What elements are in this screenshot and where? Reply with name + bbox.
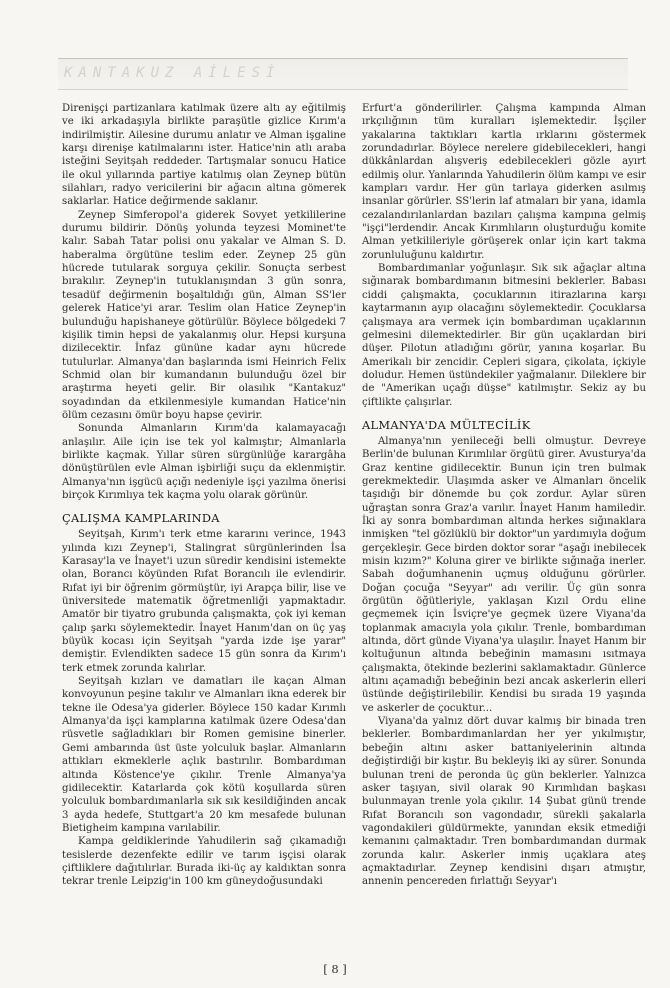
paragraph: Direnişçi partizanlara katılmak üzere altı ay eğitilmiş ve iki arkadaşıyla birlikte paraşütle gizlice Kırım'a indirilmiştir. Ailesine durumu anlatır ve Alman işgaline karşı direnişe katılmalarını ister. Hatice'nin atlı araba isteğini Seyitşah reddeder. Tartışmalar sonucu Hatice ile okul yıllarında partiye katılmış olan Zeynep bütün silahları, radyo vericilerini bir ağacın altına gömerek saklarlar. Hatice değirmende saklanır. (62, 103, 346, 208)
section-heading: ÇALIŞMA KAMPLARINDA (62, 511, 220, 526)
running-head (58, 58, 628, 90)
paragraph: Kampa geldiklerinde Yahudilerin sağ çıkamadığı tesislerde dezenfekte edilir ve tarım işçisi olarak çiftliklere dağıtılırlar. Burada iki-üç ay kaldıktan sonra tekrar trenle Leipzig'in 100 km güneydoğusundaki (62, 836, 346, 888)
running-head-text: KANTAKUZ AİLESİ (64, 65, 281, 81)
paragraph: Seyitşah kızları ve damatları ile kaçan Alman konvoyunun peşine takılır ve Almanları ikna ederek bir tekne ile Odesa'ya giderler. Böylece 150 kadar Kırımlı Almanya'da işçi kamplarına katılmak üzere Odesa'dan rüsvetle sağladıkları bir Romen gemisine binerler. Gemi ambarında üst üste yolculuk başlar. Almanların attıkları ekmeklerle açlık bastırılır. Bombardıman altında Köstence'ye çıkılır. Trenle Almanya'ya gidilecektir. Katarlarda çok kötü koşullarda süren yolculuk bombardımanlarla sık sık kesildiğinden ancak 3 ayda hedefe, Stuttgart'a 20 km mesafede bulunan Bietigheim kampına varılabilir. (62, 676, 346, 834)
paragraph: Sonunda Almanların Kırım'da kalamayacağı anlaşılır. Aile için ise tek yol kalmıştır; Almanlarla birlikte kaçmak. Yıllar süren sürgünlüğe karargâha dönüştürülen evle Alman işbirliği suçu da eklenmiştir. Almanya'nın işgücü açığı nedeniyle işçi yazılma önerisi birçok Kırımlıya tek kaçma yolu olarak görünür. (62, 423, 346, 501)
right-column (362, 102, 646, 889)
left-column (62, 102, 346, 889)
paragraph: Zeynep Simferopol'a giderek Sovyet yetkililerine durumu bildirir. Dönüş yolunda teyzesi Mominet'te kalır. Sabah Tatar polisi onu yakalar ve Alman S. D. haberalma örgütüne teslim eder. Zeynep 25 gün hücrede tutularak sorguya çekilir. Sonuçta serbest bırakılır. Zeynep'in tutuklanışından 3 gün sonra, tesadüf değirmenin boşaltıldığı gün, Alman SS'ler gelerek Hatice'yi arar. Teslim olan Hatice Zeynep'in bulunduğu hapishaneye götürülür. Böylece bölgedeki 7 kişilik timin hepsi de yakalanmış olur. Hepsi kurşuna dizilecektir. İnfaz gününe kadar aynı hücrede tutulurlar. Almanya'dan başlarında ismi Heinrich Felix Schmid olan bir kumandanın bulunduğu özel bir araştırma heyeti gelir. Bir olasılık "Kantakuz" soyadından da etkilenmesiyle kumandan Hatice'nin ölüm cezasını ömür boyu hapse çevirir. (62, 209, 346, 421)
page-number: [ 8 ] (323, 962, 347, 976)
paragraph: Seyitşah, Kırım'ı terk etme kararını verince, 1943 yılında kızı Zeynep'i, Stalingrat sürgünlerinden İsa Karasay'la ve İnayet'i uzun süredir kendisini istemekte olan, Borancı köyünden Rıfat Borancılı ile evlendirir. Rıfat iyi bir öğrenim görmüştür, iyi Arapça bilir, lise ve üniversitede matematik öğretmenliği yapmaktadır. Amatör bir tiyatro grubunda çalışmakta, çok iyi keman çalıp şarkı söylemektedir. İnayet Hanım'dan on üç yaş büyük kocası için Seyitşah "yarda izde işe yarar" demiştir. Evlendikten sadece 15 gün sonra da Kırım'ı terk etmek zorunda kalırlar. (62, 529, 346, 674)
paragraph: Erfurt'a gönderilirler. Çalışma kampında Alman ırkçılığının tüm kuralları işlemektedir. İşçiler yakalarına taktıkları kartla ırklarını göstermek zorundadırlar. Böylece nerelere gidebilecekleri, hangi dükkânlardan alışveriş edebilecekleri gözle ayırt edilmiş olur. Yanlarında Yahudilerin ölüm kampı ve esir kampları vardır. Her gün tarlaya giderken asılmış insanlar görürler. SS'lerin laf atmaları bir yana, idamla cezalandırılanlardan bazıları çalışma kampına gelmiş "işçi"lerdendir. Ancak Kırımlıların oluşturduğu komite Alman yetkilileriyle görüşerek onlar için kart takma zorunluluğunu kaldırtır. (362, 103, 646, 261)
paragraph: Bombardımanlar yoğunlaşır. Sık sık ağaçlar altına sığınarak bombardımanın bitmesini beklerler. Babası ciddi çalışmakta, çocuklarının itirazlarına karşı kaytarmanın ayıp olacağını söylemektedir. Çocuklarsa çalışmaya ara vermek için bombardıman uçaklarının gelmesini dilemektedirler. Bir gün uçaklardan biri düşer. Pilotun atladığını görür, yanına koşarlar. Bu Amerikalı bir zencidir. Cepleri sigara, çikolata, içkiyle doludur. Hemen üstündekiler yağmalanır. Dileklere bir de "Amerikan uçağı düşse" katılmıştır. Sekiz ay bu çiftlikte çalışırlar. (362, 263, 646, 408)
paragraph: Viyana'da yalnız dört duvar kalmış bir binada tren beklerler. Bombardımanlardan her yer yıkılmıştır, bebeğin altını asker battaniyelerinin altında değiştirdiği bir kıştır. Bu bekleyiş iki ay sürer. Sonunda bulunan treni de peronda üç gün beklerler. Yalnızca asker taşıyan, sivil olarak 90 Kırımlıdan başkası bulunmayan trenle yola çıkılır. 14 Şubat günü trende Rıfat Borancılı son vagondadır, sürekli şakalarla vagondakileri güldürmekte, yanından eksik etmediği kemanını çalmaktadır. Tren bombardımandan durmak zorunda kalır. Askerler inmiş uçaklara ateş açmaktadırlar. Zeynep kendisini dışarı atmıştır, annenin pencereden fırlattığı Seyyar'ı (362, 716, 646, 888)
section-heading: ALMANYA'DA MÜLTECİLİK (362, 417, 531, 432)
paragraph: Almanya'nın yenileceği belli olmuştur. Devreye Berlin'de bulunan Kırımlılar örgütü girer. Avusturya'da Graz kentine gidilecektir. Bunun için tren bulmak gerekmektedir. Ulaşımda asker ve Almanları öncelik taşıdığı bir dönemde bu çok zordur. Aylar süren uğraştan sonra Graz'a varılır. İnayet Hanım hamiledir. İki ay sonra bombardıman altında herkes sığınaklara inmişken "tel gözlüklü bir doktor"un yardımıyla doğum gerçekleşir. Gece birden doktor sorar "aşağı inebilecek misin kızım?" Koluna girer ve birlikte sığınağa inerler. Sabah doğumhanenin uçmuş olduğunu görürler. Doğan çocuğa "Seyyar" adı verilir. Üç gün sonra örgütün öğütleriyle, yaklaşan Kızıl Ordu eline geçmemek için İsviçre'ye geçmek üzere Viyana'da toplanmak amacıyla yola çıkılır. Trenle, bombardıman altında, dört günde Viyana'ya ulaşılır. İnayet Hanım bir koltuğunun altında bebeğinin mamasını ısıtmaya çalışmakta, ötekinde bezlerini saklamaktadır. Günlerce altını açamadığı bebeğinin bezi ancak askerlerin elleri üstünde değiştirilebilir. Kendisi bu sırada 19 yaşında ve askerler de çocuktur... (362, 435, 646, 714)
